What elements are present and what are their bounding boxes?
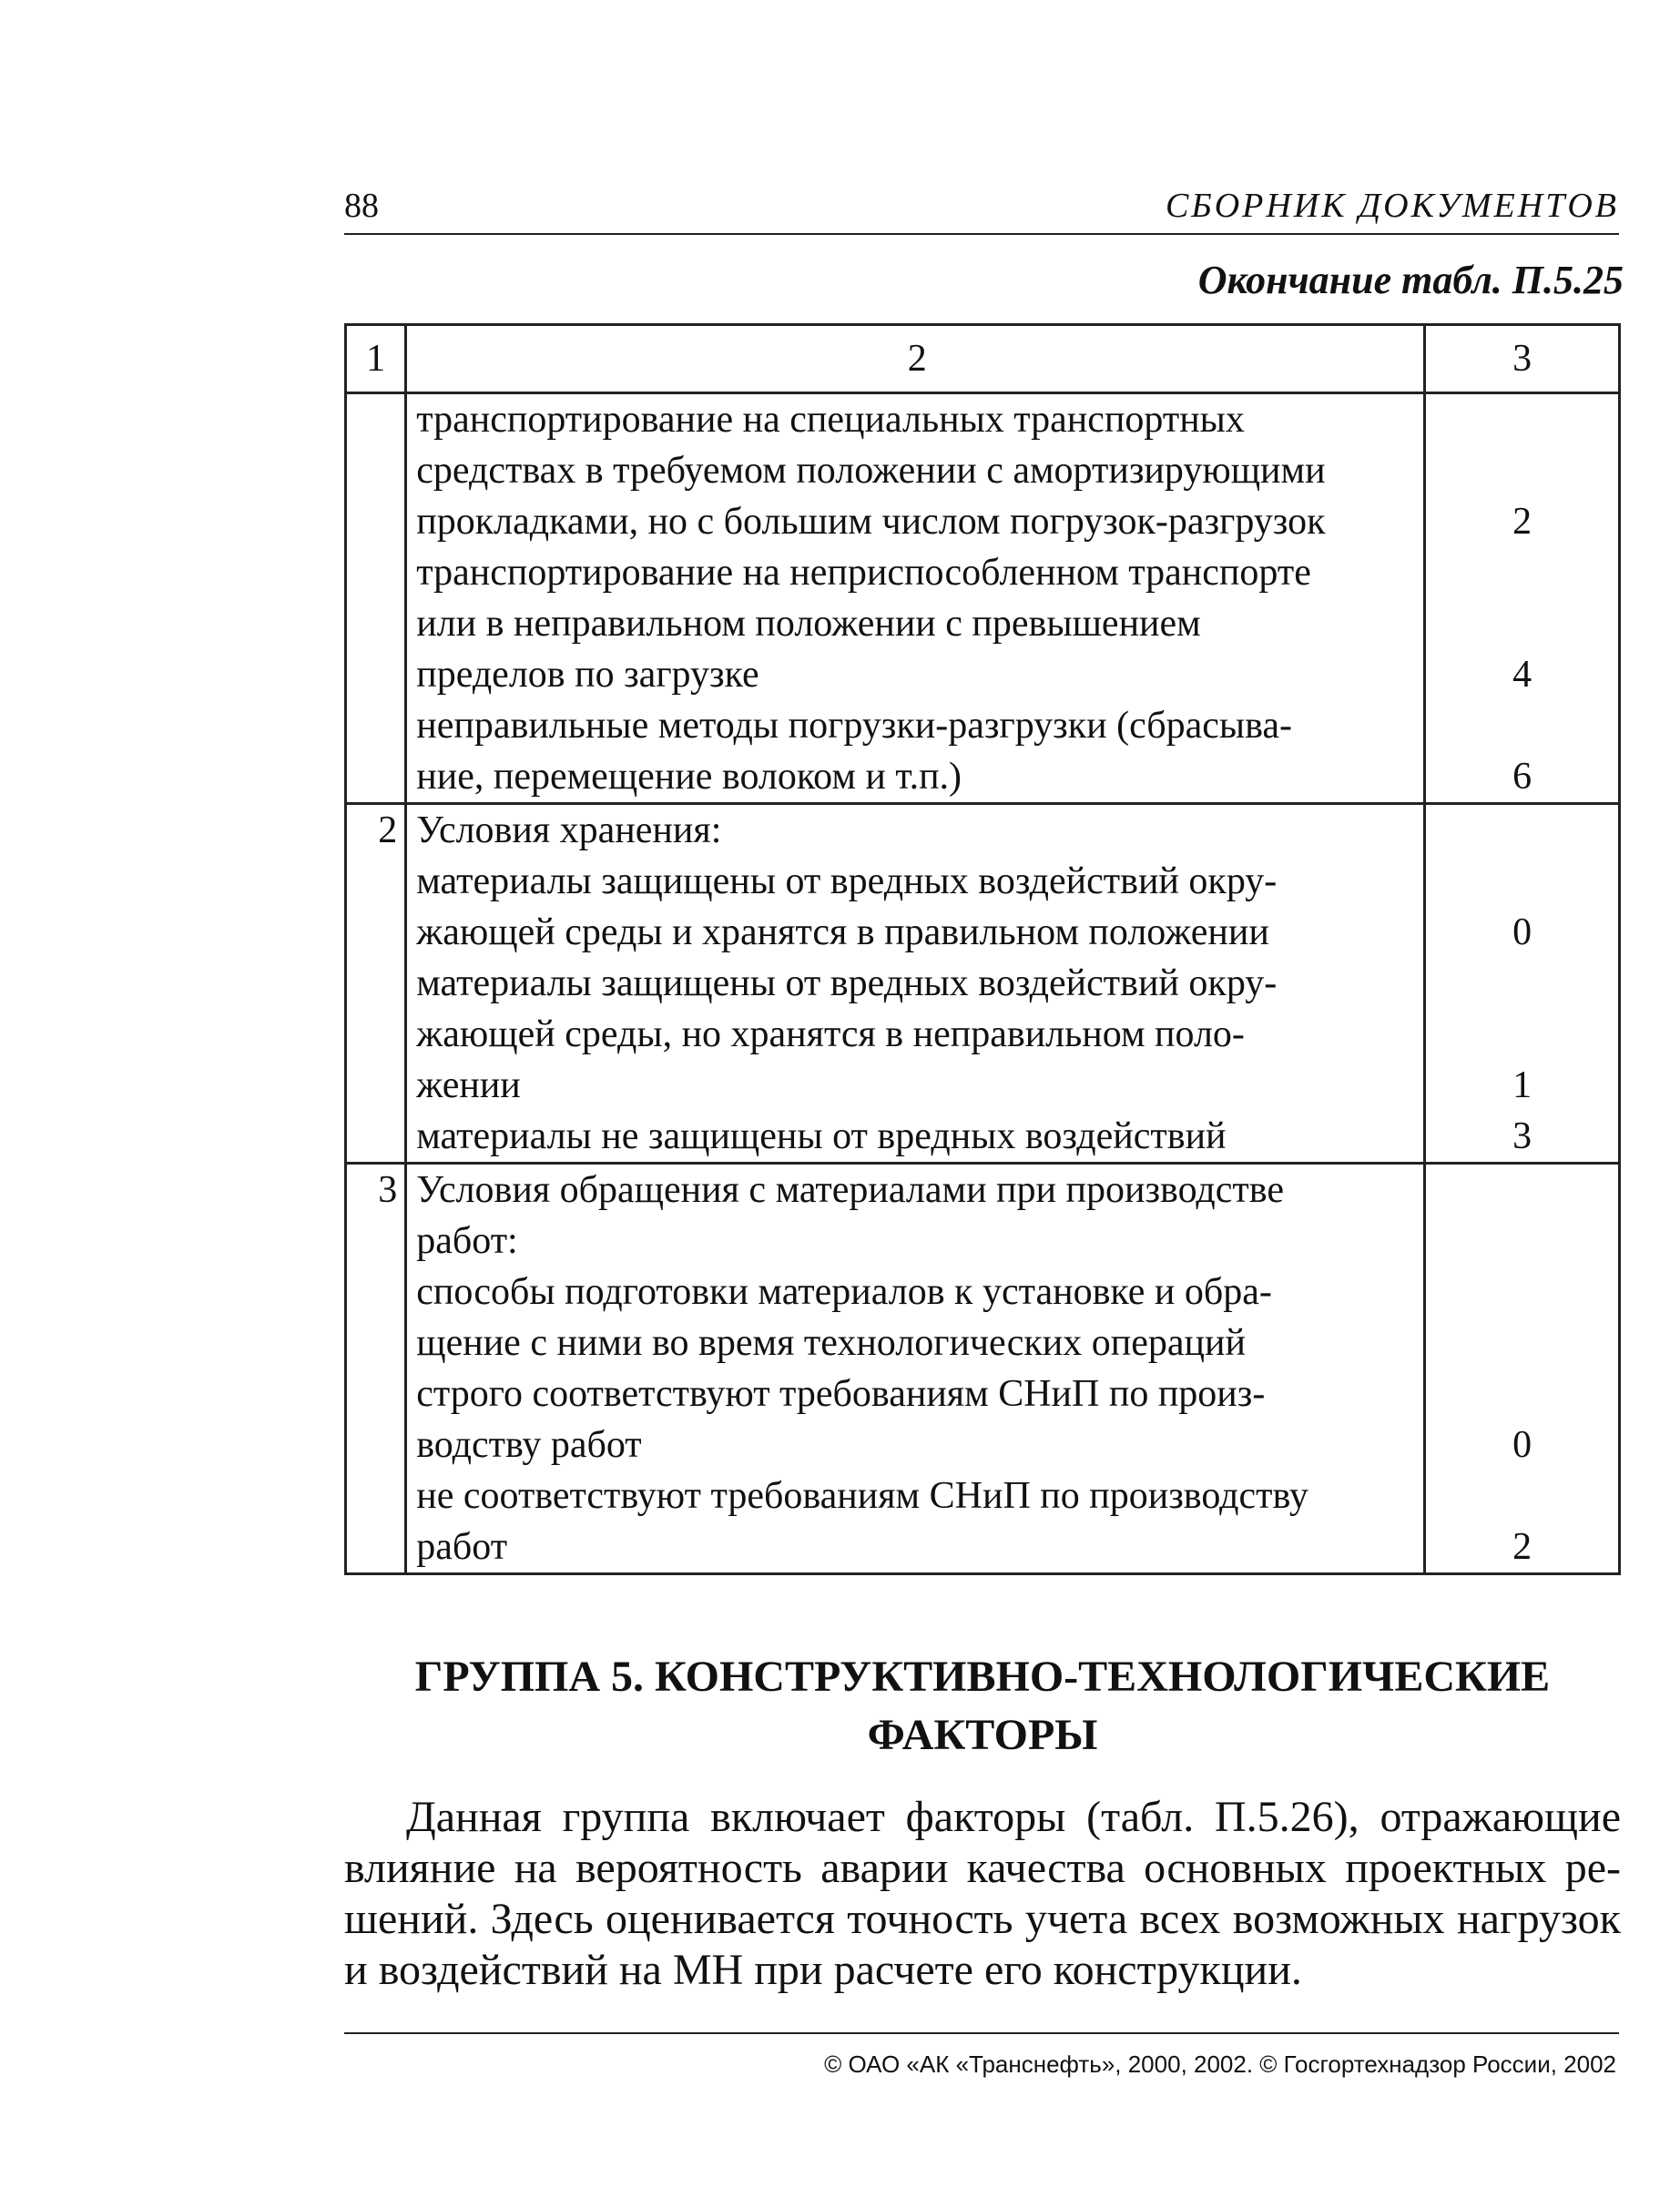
running-title: СБОРНИК ДОКУМЕНТОВ [1165, 187, 1619, 225]
item-line: средствах в требуемом положении с амортизирующими [416, 450, 1326, 492]
item-line: не соответствуют требованиям СНиП по производству [416, 1475, 1308, 1517]
score-spacer [1426, 547, 1618, 598]
score-spacer [1426, 958, 1618, 1009]
score-value: 6 [1512, 756, 1532, 798]
body-paragraph [344, 1792, 1621, 1996]
item-line: транспортирование на специальных транспортных [416, 399, 1245, 441]
row-description [406, 804, 1425, 1164]
item-line: неправильные методы погрузки-разгрузки (сбрасыва- [416, 705, 1293, 747]
item-line: строго соответствуют требованиям СНиП по произ- [416, 1373, 1266, 1415]
item-line: материалы защищены от вредных воздействий окру- [416, 860, 1278, 902]
paragraph-line: влияние на вероятность аварии качества основных проектных ре- [344, 1844, 1621, 1892]
score-value: 0 [1512, 1424, 1532, 1466]
row-scores [1425, 1164, 1620, 1574]
score-value: 3 [1512, 1115, 1532, 1157]
page-number: 88 [344, 187, 379, 225]
section-title-line: ФАКТОРЫ [867, 1711, 1098, 1759]
item-line: пределов по загрузке [416, 654, 759, 696]
section-title [344, 1648, 1621, 1765]
column-header-3: 3 [1425, 325, 1620, 393]
row-number: 3 [346, 1164, 406, 1574]
score-value: 0 [1512, 911, 1532, 953]
row-scores [1425, 393, 1620, 804]
score-spacer [1426, 598, 1618, 649]
score-value: 2 [1512, 501, 1532, 543]
item-line: способы подготовки материалов к установке и обра- [416, 1271, 1272, 1313]
table-row [346, 1164, 1620, 1574]
item-line: жающей среды, но хранятся в неправильном поло- [416, 1013, 1245, 1055]
paragraph-line: Данная группа включает факторы (табл. П.5.26), отражающие [406, 1793, 1621, 1841]
score-spacer [1426, 445, 1618, 496]
section-title-line: ГРУППА 5. КОНСТРУКТИВНО-ТЕХНОЛОГИЧЕСКИЕ [414, 1653, 1551, 1701]
row-number: 2 [346, 804, 406, 1164]
score-spacer [1426, 1267, 1618, 1318]
row-heading-line: Условия хранения: [416, 809, 722, 851]
row-heading-line: Условия обращения с материалами при производстве [416, 1169, 1284, 1211]
item-line: водству работ [416, 1424, 642, 1466]
score-spacer [1426, 1470, 1618, 1521]
column-header-1: 1 [346, 325, 406, 393]
row-description [406, 393, 1425, 804]
item-line: работ [416, 1526, 508, 1568]
column-header-2: 2 [406, 325, 1425, 393]
item-line: транспортирование на неприспособленном транспорте [416, 552, 1311, 594]
item-line: жающей среды и хранятся в правильном положении [416, 911, 1269, 953]
row-heading-line: работ: [416, 1220, 518, 1262]
item-line: материалы защищены от вредных воздействий окру- [416, 962, 1278, 1004]
page-header [344, 178, 1619, 235]
table-row [346, 804, 1620, 1164]
row-description [406, 1164, 1425, 1574]
item-line: прокладками, но с большим числом погрузок-разгрузок [416, 501, 1326, 543]
score-spacer [1426, 394, 1618, 445]
paragraph-line: шений. Здесь оценивается точность учета всех возможных нагрузок [344, 1895, 1621, 1943]
score-spacer [1426, 856, 1618, 907]
score-spacer [1426, 805, 1618, 856]
score-spacer [1426, 1165, 1618, 1216]
item-line: или в неправильном положении с превышением [416, 603, 1201, 645]
item-line: материалы не защищены от вредных воздействий [416, 1115, 1227, 1157]
row-number [346, 393, 406, 804]
score-value: 2 [1512, 1526, 1532, 1568]
score-spacer [1426, 1216, 1618, 1267]
item-line: щение с ними во время технологических операций [416, 1322, 1246, 1364]
footer-rule [344, 2032, 1619, 2034]
score-spacer [1426, 1369, 1618, 1420]
table-caption: Окончание табл. П.5.25 [1197, 258, 1624, 302]
paragraph-line: и воздействий на МН при расчете его конструкции. [344, 1946, 1302, 1994]
table-row [346, 393, 1620, 804]
item-line: ние, перемещение волоком и т.п.) [416, 756, 962, 798]
score-spacer [1426, 1318, 1618, 1369]
copyright-footer: © ОАО «АК «Транснефть», 2000, 2002. © Госгортехнадзор России, 2002 [824, 2050, 1616, 2078]
score-value: 4 [1512, 654, 1532, 696]
row-scores [1425, 804, 1620, 1164]
factor-table [344, 323, 1621, 1575]
score-spacer [1426, 1009, 1618, 1060]
score-value: 1 [1512, 1064, 1532, 1106]
item-line: жении [416, 1064, 521, 1106]
score-spacer [1426, 700, 1618, 751]
table-header-row [346, 325, 1620, 393]
